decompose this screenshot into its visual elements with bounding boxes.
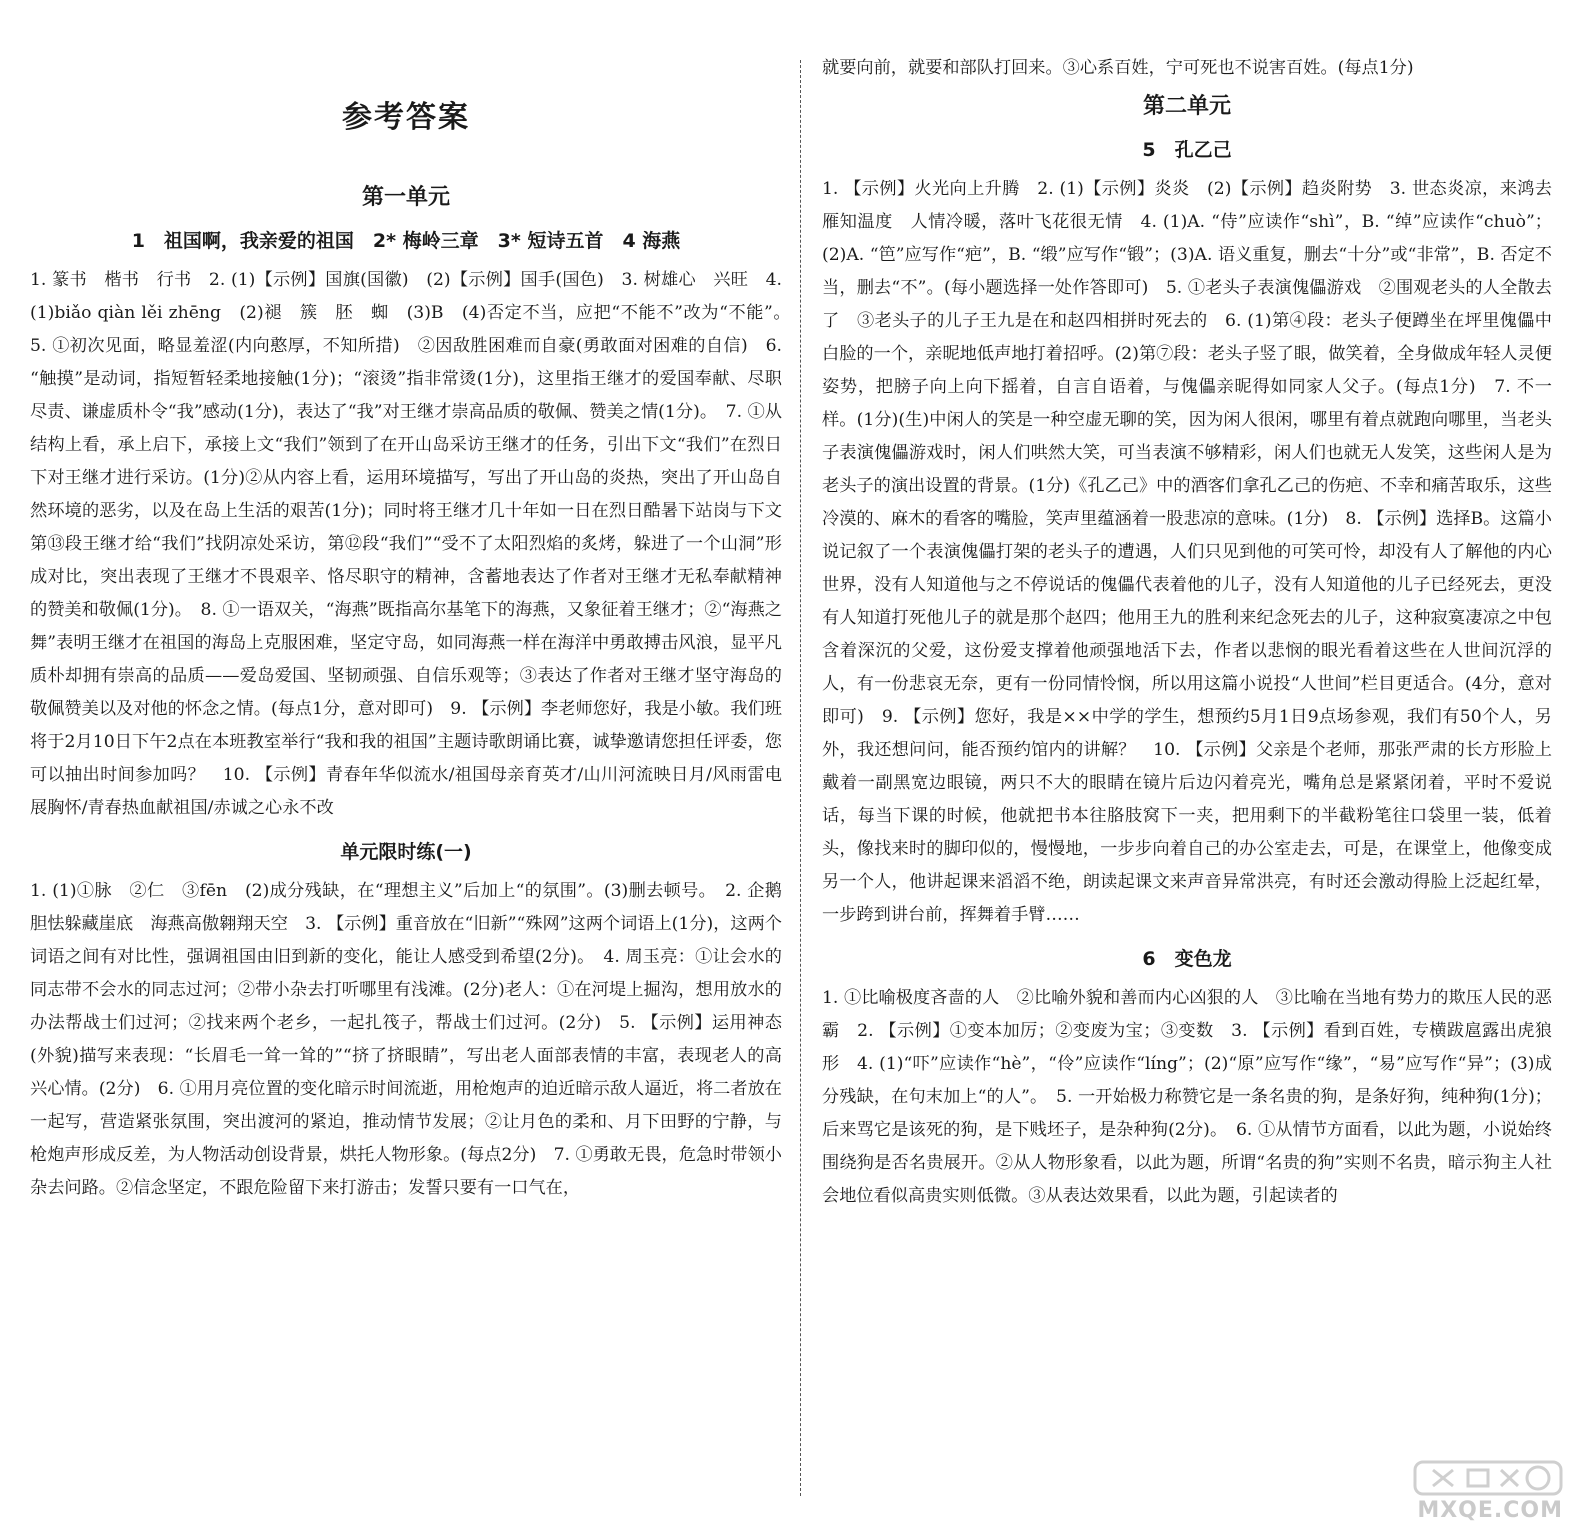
watermark <box>1413 1458 1563 1528</box>
answer-block: 1. (1)①脉 ②仁 ③fēn (2)成分残缺，在“理想主义”后加上“的氛围”。(3)删去顿号。 2. 企鹅胆怯躲藏崖底 海燕高傲翱翔天空 3. 【示例】重音放在“旧新”“殊网”这两个词语上(1分)，这两个词语之间有对比性，强调祖国由旧到新的变化，能让人感受到希望(2分)。 4. 周玉亮：①让会水的同志带不会水的同志过河；②带小杂去打听哪里有浅滩。(2分)老人：①在河堤上掘沟，想用放水的办法帮战士们过河；②找来两个老乡，一起扎筏子，帮战士们过河。(2分) 5. 【示例】运用神态(外貌)描写来表现：“长眉毛一耸一耸的”“挤了挤眼睛”，写出老人面部表情的丰富，表现老人的高兴心情。(2分) 6. ①用月亮位置的变化暗示时间流逝，用枪炮声的迫近暗示敌人逼近，将二者放在一起写，营造紧张氛围，突出渡河的紧迫，推动情节发展；②让月色的柔和、月下田野的宁静，与枪炮声形成反差，为人物活动创设背景，烘托人物形象。(每点2分) 7. ①勇敢无畏，危急时带领小杂去问路。②信念坚定，不跟危险留下来打游击；发誓只要有一口气在， <box>30 881 782 1198</box>
watermark-logo-icon <box>1413 1458 1563 1498</box>
continued-text: 就要向前，就要和部队打回来。③心系百姓，宁可死也不说害百姓。(每点1分) <box>822 58 1414 78</box>
lesson-heading: 6 变色龙 <box>1142 948 1232 970</box>
unit-heading: 第二单元 <box>1142 94 1231 119</box>
answer-block: 1. 【示例】火光向上升腾 2. (1)【示例】炎炎 (2)【示例】趋炎附势 3. 世态炎凉，来鸿去雁知温度 人情冷暖，落叶飞花很无情 4. (1)A. “侍”应读作“shì”，B. “绰”应读作“chuò”；(2)A. “笆”应写作“疤”，B. “缎”应写作“锻”；(3)A. 语义重复，删去“十分”或“非常”，B. 否定不当，删去“不”。(每小题选择一处作答即可) 5. ①老头子表演傀儡游戏 ②围观老头的人全散去了 ③老头子的儿子王九是在和赵四相拼时死去的 6. (1)第④段：老头子便蹲坐在坪里傀儡中白脸的一个，亲昵地低声地打着招呼。(2)第⑦段：老头子竖了眼，做笑着，全身做成年轻人灵便姿势，把膀子向上向下摇着，自言自语着，与傀儡亲昵得如同家人父子。(每点1分) 7. 不一样。(1分)(生)中闲人的笑是一种空虚无聊的笑，因为闲人很闲，哪里有着点就跑向哪里，当老头子表演傀儡游戏时，闲人们哄然大笑，可当表演不够精彩，闲人们也就无人发笑，这些闲人是为老头子的演出设置的背景。(1分)《孔乙己》中的酒客们拿孔乙己的伤疤、不幸和痛苦取乐，这些冷漠的、麻木的看客的嘴脸，笑声里蕴涵着一股悲凉的意味。(1分) 8. 【示例】选择B。这篇小说记叙了一个表演傀儡打架的老头子的遭遇，人们只见到他的可笑可怜，却没有人了解他的内心世界，没有人知道他与之不停说话的傀儡代表着他的儿子，没有人知道他的儿子已经死去，更没有人知道打死他儿子的就是那个赵四；他用王九的胜利来纪念死去的儿子，这种寂寞凄凉之中包含着深沉的父爱，这份爱支撑着他顽强地活下去，作者以悲悯的眼光看着这些在人世间沉浮的人，有一份悲哀无奈，更有一份同情怜悯，所以用这篇小说投“人世间”栏目更适合。(4分，意对即可) 9. 【示例】您好，我是××中学的学生，想预约5月1日9点场参观，我们有50个人，另外，我还想问问，能否预约馆内的讲解？ 10. 【示例】父亲是个老师，那张严肃的长方形脸上戴着一副黑宽边眼镜，两只不大的眼睛在镜片后边闪着亮光，嘴角总是紧紧闭着，平时不爱说话，每当下课的时候，他就把书本往胳肢窝下一夹，把用剩下的半截粉笔往口袋里一装，低着头，像找来时的脚印似的，慢慢地，一步步向着自己的办公室走去，可是，在课堂上，他像变成另一个人，他讲起课来滔滔不绝，朗读起课文来声音异常洪亮，有时还会激动得脸上泛起红晕，一步跨到讲台前，挥舞着手臂…… <box>822 179 1552 925</box>
column-divider <box>800 60 801 1496</box>
lesson-heading: 5 孔乙己 <box>1142 139 1232 161</box>
page-title: 参考答案 <box>342 100 470 135</box>
section-heading: 单元限时练(一) <box>340 841 472 863</box>
answer-block: 1. ①比喻极度吝啬的人 ②比喻外貌和善而内心凶狠的人 ③比喻在当地有势力的欺压人民的恶霸 2. 【示例】①变本加厉；②变废为宝；③变数 3. 【示例】看到百姓，专横跋扈露出虎狼形 4. (1)“吓”应读作“hè”，“伶”应读作“líng”；(2)“原”应写作“缘”，“易”应写作“异”；(3)成分残缺，在句末加上“的人”。 5. 一开始极力称赞它是一条名贵的狗，是条好狗，纯种狗(1分)；后来骂它是该死的狗，是下贱坯子，是杂种狗(2分)。 6. ①从情节方面看，以此为题，小说始终围绕狗是否名贵展开。②从人物形象看，以此为题，所谓“名贵的狗”实则不名贵，暗示狗主人社会地位看似高贵实则低微。③从表达效果看，以此为题，引起读者的 <box>822 988 1552 1206</box>
left-column <box>30 0 800 1536</box>
lesson-heading: 1 祖国啊，我亲爱的祖国 2* 梅岭三章 3* 短诗五首 4 海燕 <box>131 230 681 252</box>
right-column <box>822 0 1552 1536</box>
unit-heading: 第一单元 <box>361 185 450 210</box>
answer-block: 1. 篆书 楷书 行书 2. (1)【示例】国旗(国徽) (2)【示例】国手(国色) 3. 树雄心 兴旺 4. (1)biǎo qiàn lěi zhēng (2)褪 簇 胚 蜘 (3)B (4)否定不当，应把“不能不”改为“不能”。 5. ①初次见面，略显羞涩(内向憨厚，不知所措) ②因敌胜困难而自豪(勇敢面对困难的自信) 6. “触摸”是动词，指短暂轻柔地接触(1分)；“滚烫”指非常烫(1分)，这里指王继才的爱国奉献、尽职尽责、谦虚质朴令“我”感动(1分)，表达了“我”对王继才崇高品质的敬佩、赞美之情(1分)。 7. ①从结构上看，承上启下，承接上文“我们”领到了在开山岛采访王继才的任务，引出下文“我们”在烈日下对王继才进行采访。(1分)②从内容上看，运用环境描写，写出了开山岛的炎热，突出了开山岛自然环境的恶劣，以及在岛上生活的艰苦(1分)；同时将王继才几十年如一日在烈日酷暑下站岗与下文第⑬段王继才给“我们”找阴凉处采访，第⑫段“我们”“受不了太阳烈焰的炙烤，躲进了一个山洞”形成对比，突出表现了王继才不畏艰辛、恪尽职守的精神，含蓄地表达了作者对王继才无私奉献精神的赞美和敬佩(1分)。 8. ①一语双关，“海燕”既指高尔基笔下的海燕，又象征着王继才；②“海燕之舞”表明王继才在祖国的海岛上克服困难，坚定守岛，如同海燕一样在海洋中勇敢搏击风浪，显平凡质朴却拥有崇高的品质——爱岛爱国、坚韧顽强、自信乐观等；③表达了作者对王继才坚守海岛的敬佩赞美以及对他的怀念之情。(每点1分，意对即可) 9. 【示例】李老师您好，我是小敏。我们班将于2月10日下午2点在本班教室举行“我和我的祖国”主题诗歌朗诵比赛，诚挚邀请您担任评委，您可以抽出时间参加吗？ 10. 【示例】青春年华似流水/祖国母亲育英才/山川河流映日月/风雨雷电展胸怀/青春热血献祖国/赤诚之心永不改 <box>30 270 800 818</box>
watermark-text: MXQE.COM <box>1417 1498 1563 1523</box>
